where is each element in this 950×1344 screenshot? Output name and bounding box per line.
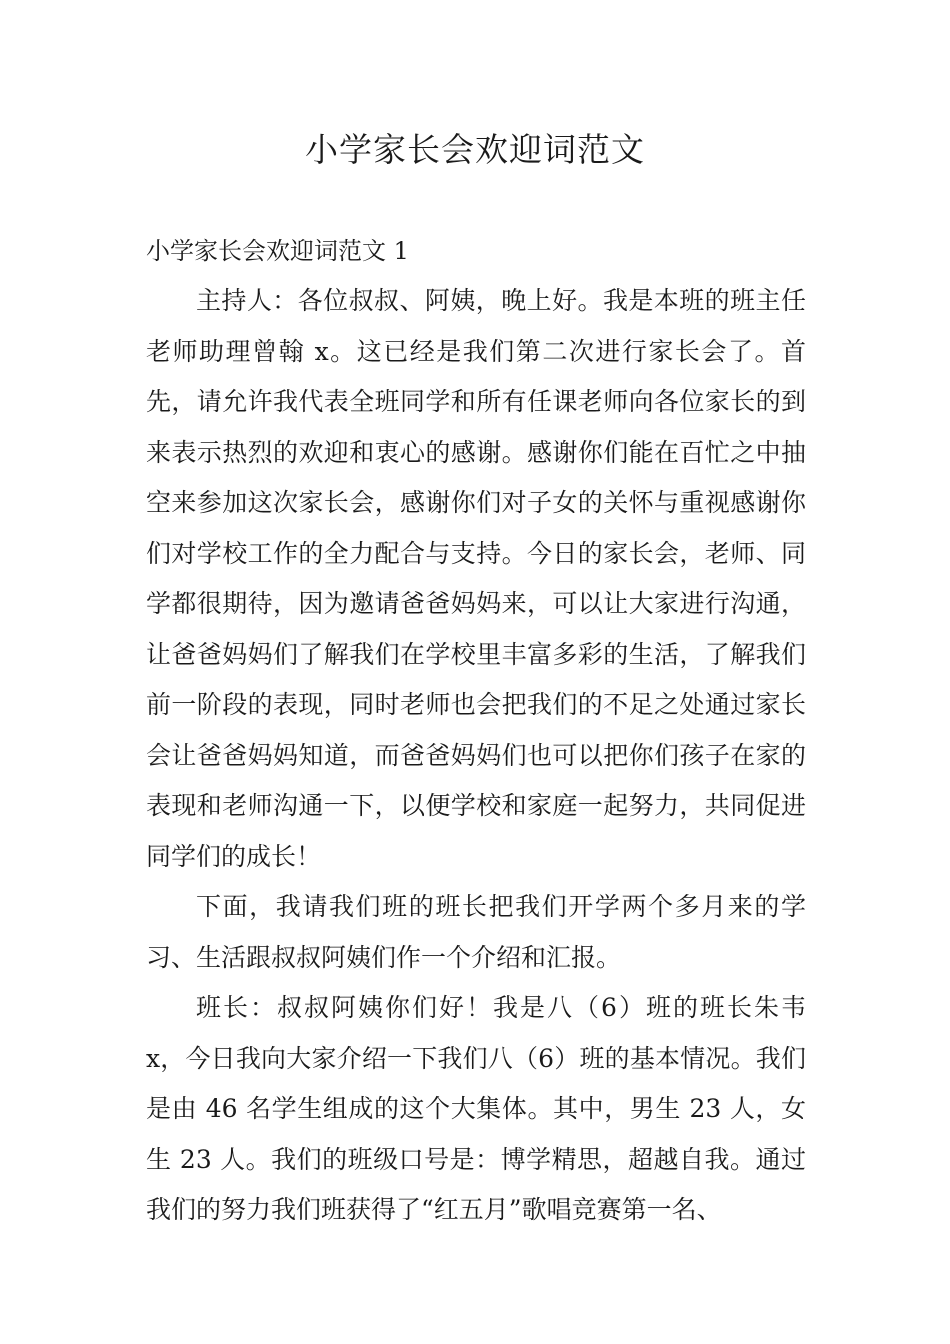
document-body bbox=[146, 276, 806, 1236]
section-heading: 小学家长会欢迎词范文 1 bbox=[146, 237, 409, 265]
paragraph-monitor-speech: 班长：叔叔阿姨你们好！我是八（6）班的班长朱韦 x，今日我向大家介绍一下我们八（6）班的基本情况。我们是由 46 名学生组成的这个大集体。其中，男生 23 人，女生 23 人。我们的班级口号是：博学精思，超越自我。通过我们的努力我们班获得了“红五月”歌唱竞赛第一名、 bbox=[146, 993, 806, 1224]
document-title: 小学家长会欢迎词范文 bbox=[305, 130, 645, 169]
paragraph-monitor-intro: 下面，我请我们班的班长把我们开学两个多月来的学习、生活跟叔叔阿姨们作一个介绍和汇报。 bbox=[146, 892, 806, 972]
paragraph-host-greeting: 主持人：各位叔叔、阿姨，晚上好。我是本班的班主任老师助理曾翰 x。这已经是我们第二次进行家长会了。首先，请允许我代表全班同学和所有任课老师向各位家长的到来表示热烈的欢迎和衷心的感谢。感谢你们能在百忙之中抽空来参加这次家长会，感谢你们对子女的关怀与重视感谢你们对学校工作的全力配合与支持。今日的家长会，老师、同学都很期待，因为邀请爸爸妈妈来，可以让大家进行沟通，让爸爸妈妈们了解我们在学校里丰富多彩的生活，了解我们前一阶段的表现，同时老师也会把我们的不足之处通过家长会让爸爸妈妈知道，而爸爸妈妈们也可以把你们孩子在家的表现和老师沟通一下，以便学校和家庭一起努力，共同促进同学们的成长！ bbox=[146, 286, 806, 871]
